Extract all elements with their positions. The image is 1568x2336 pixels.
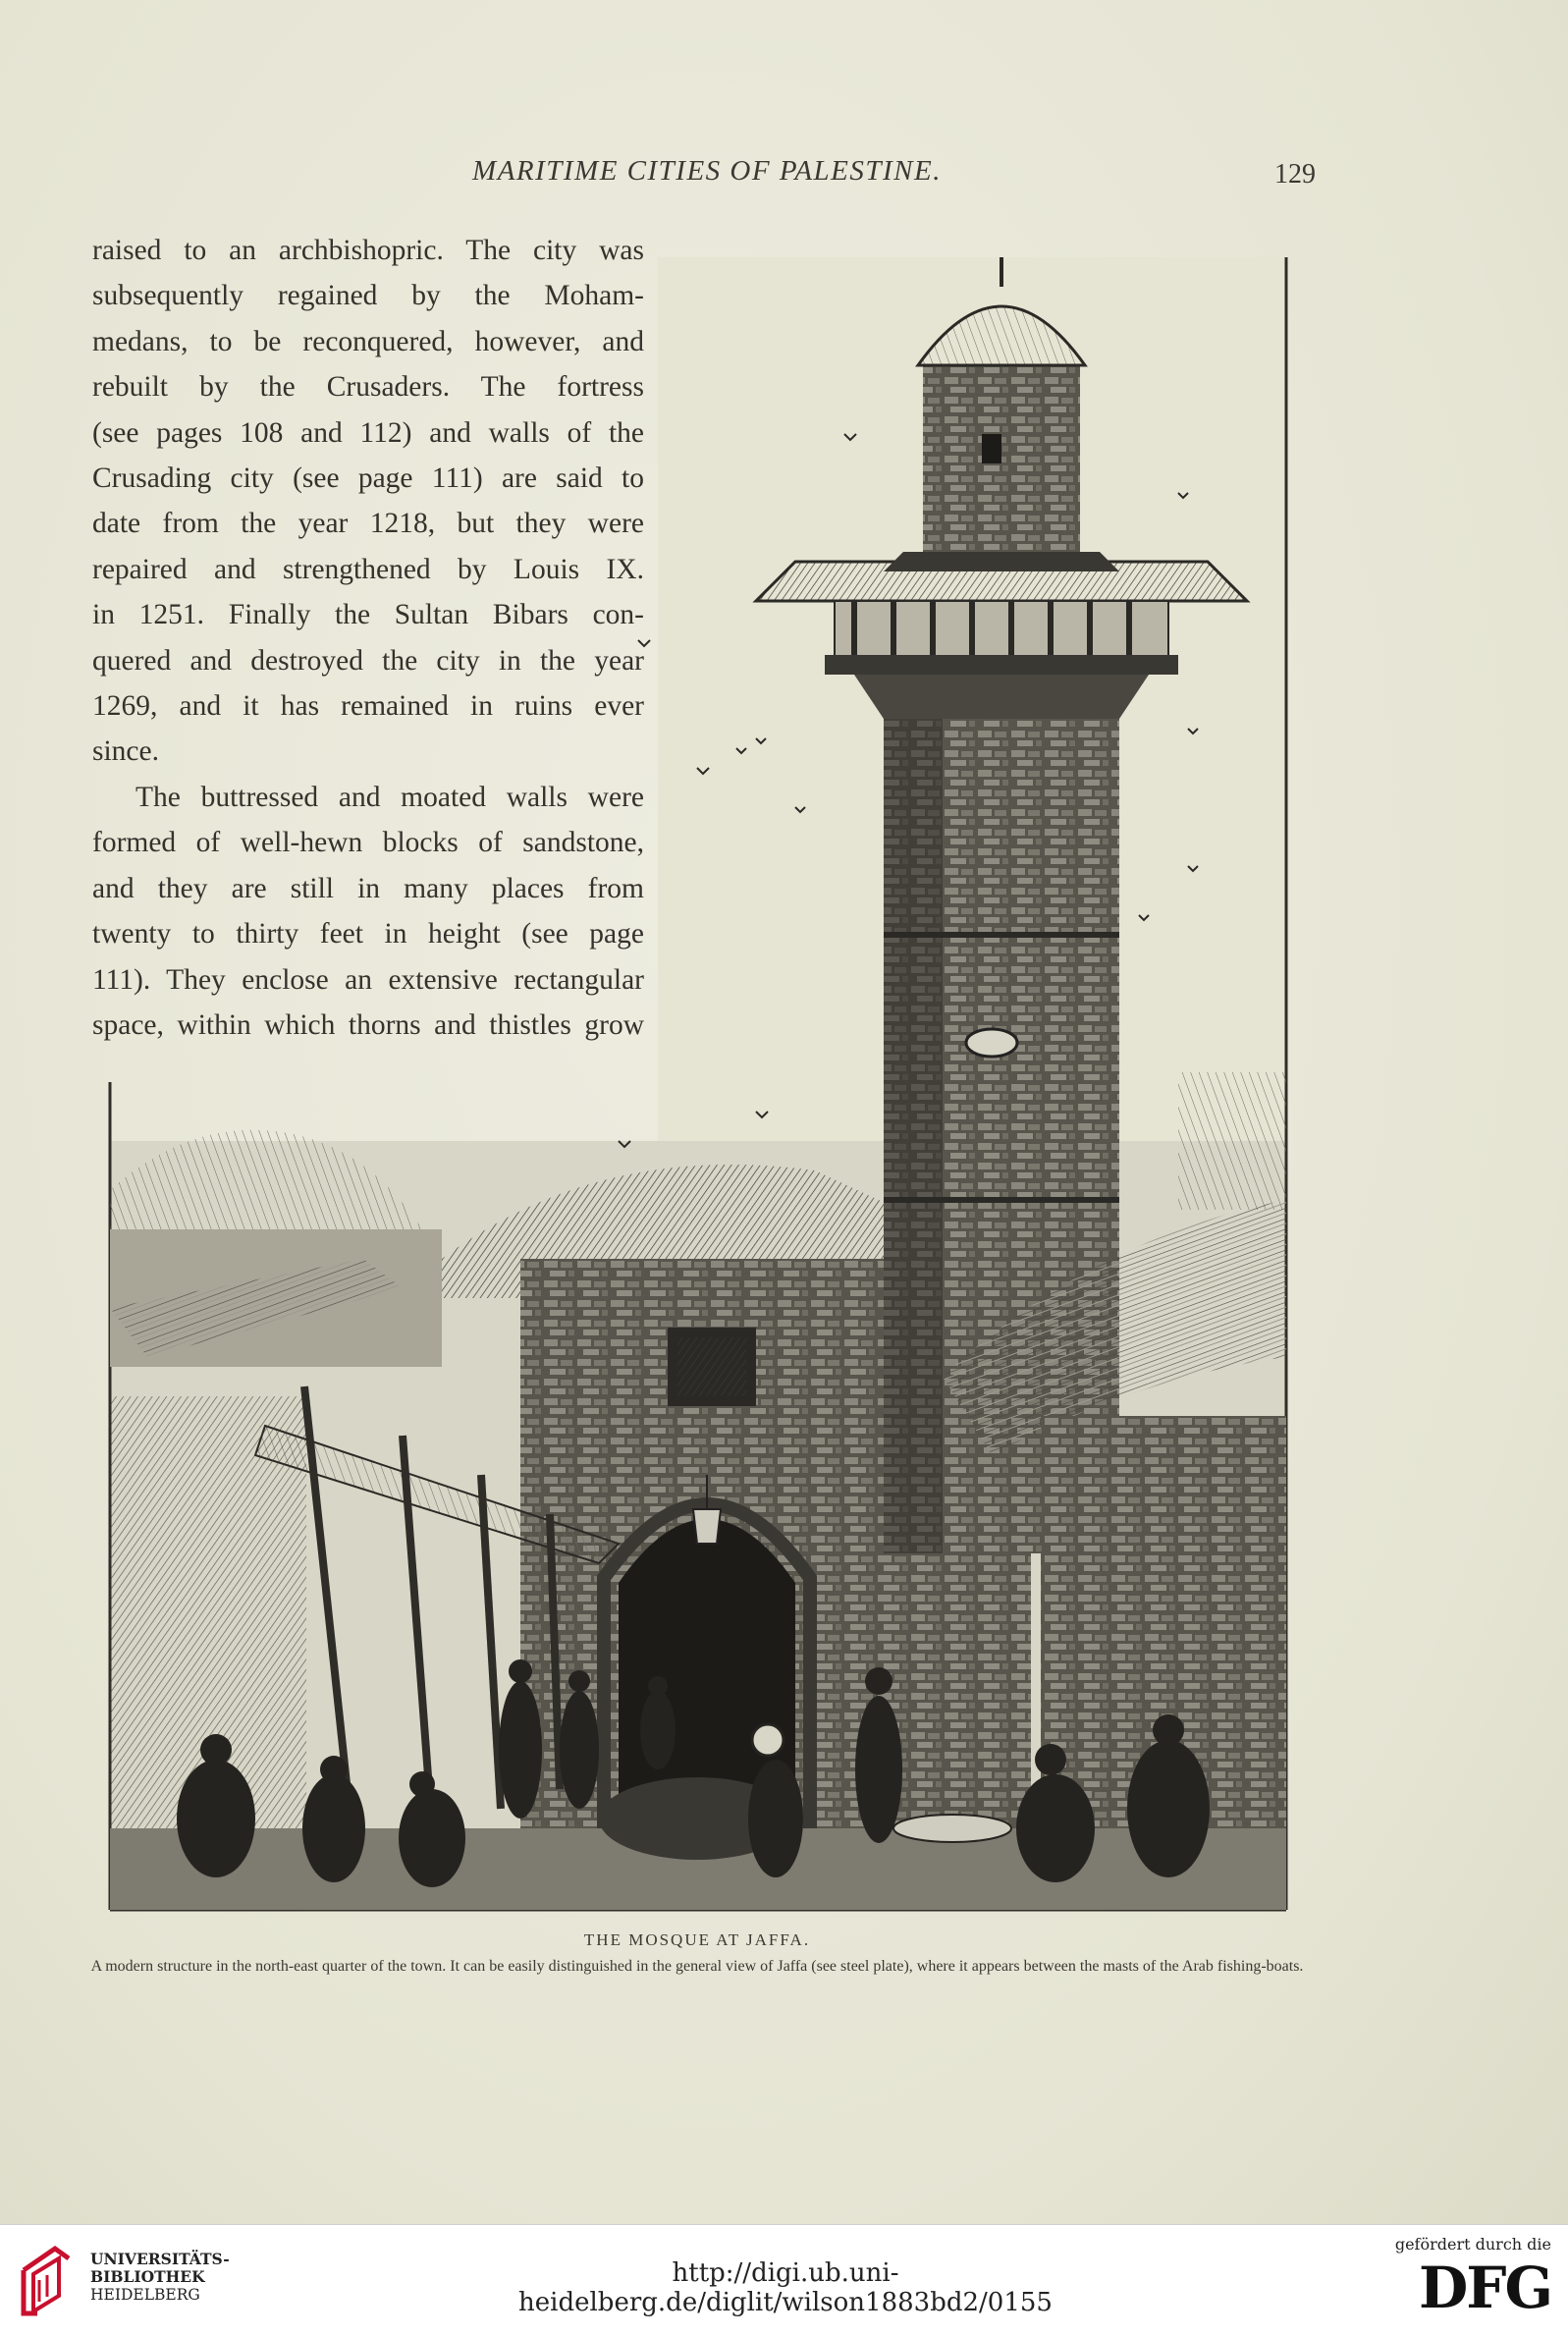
running-head: MARITIME CITIES OF PALESTINE. [472, 155, 942, 187]
text-line: (see pages 108 and 112) and walls of the [92, 416, 644, 449]
text-line: twenty to thirty feet in height (see page [92, 918, 644, 951]
text-line: formed of well-hewn blocks of sandstone, [92, 827, 644, 859]
text-line: since. [92, 735, 159, 768]
text-line: subsequently regained by the Moham- [92, 280, 644, 312]
library-name-line: HEIDELBERG [90, 2286, 200, 2304]
text-line: raised to an archbishopric. The city was [92, 235, 644, 266]
dfg-logo[interactable]: DFG [1418, 2255, 1551, 2321]
library-name-line: UNIVERSITÄTS- [90, 2250, 230, 2268]
text-line: 111). They enclose an extensive rectangular [92, 963, 644, 996]
page-number: 129 [1274, 159, 1316, 190]
library-name-line: BIBLIOTHEK [90, 2267, 205, 2286]
text-line: Crusading city (see page 111) are said to [92, 462, 644, 495]
text-line: 1269, and it has remained in ruins ever [92, 690, 644, 723]
library-name[interactable] [90, 2251, 230, 2304]
illustration-caption-text: A modern structure in the north-east quarter of the town. It can be easily distinguished in the general view of Jaffa (see steel plate), where it appears between the masts of the Arab fishing-boats. [90, 1958, 1304, 1975]
text-line: and they are still in many places from [92, 872, 644, 904]
university-library-logo-icon[interactable] [16, 2241, 75, 2319]
illustration-caption-title: THE MOSQUE AT JAFFA. [583, 1930, 811, 1949]
text-line: The buttressed and moated walls were [135, 781, 644, 813]
text-line: in 1251. Finally the Sultan Bibars con- [92, 599, 644, 631]
text-line: quered and destroyed the city in the year [92, 644, 644, 677]
document-url-link[interactable]: http://digi.ub.uni-heidelberg.de/diglit/wilson1883bd2/0155 [518, 2258, 1053, 2317]
text-line: rebuilt by the Crusaders. The fortress [92, 371, 644, 404]
text-line: date from the year 1218, but they were [92, 508, 644, 540]
funded-by-label: gefördert durch die [1394, 2235, 1551, 2254]
body-text [92, 228, 644, 1048]
text-line: space, within which thorns and thistles grow [92, 1008, 644, 1041]
text-line: repaired and strengthened by Louis IX. [92, 553, 644, 585]
text-line: medans, to be reconquered, however, and [92, 325, 644, 357]
